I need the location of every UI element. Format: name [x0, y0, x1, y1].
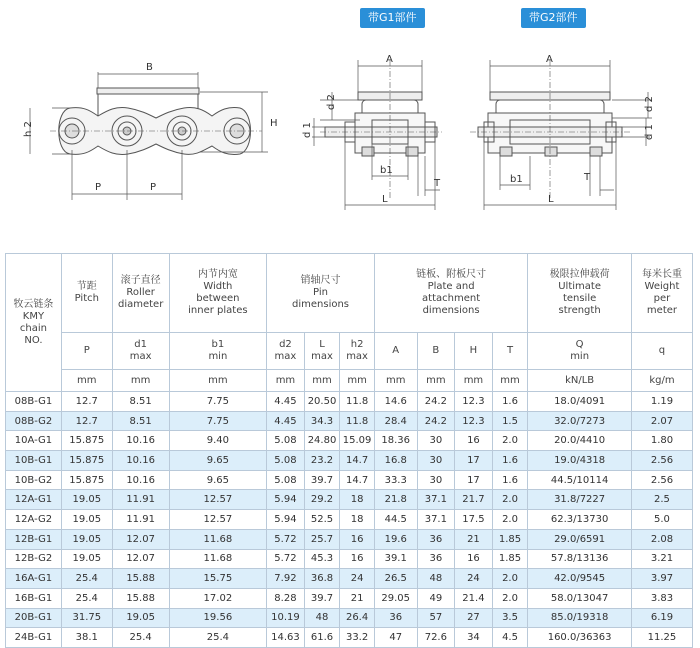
- chain-drawings: [0, 0, 700, 250]
- chain-model-cell: 10B-G2: [6, 470, 62, 490]
- table-cell: 1.6: [492, 470, 528, 490]
- table-cell: 2.0: [492, 510, 528, 530]
- table-cell: 18: [340, 510, 375, 530]
- table-cell: 30: [417, 431, 455, 451]
- table-cell: 15.09: [340, 431, 375, 451]
- table-cell: 19.05: [61, 549, 112, 569]
- col-plate-header: 链板、附板尺寸 Plate and attachment dimensions: [374, 254, 527, 333]
- table-cell: 5.08: [267, 470, 305, 490]
- table-row: [6, 628, 693, 648]
- dim-a-g1-label: A: [386, 54, 393, 65]
- table-cell: 10.16: [112, 470, 169, 490]
- sym-t: T: [492, 333, 528, 370]
- sym-d2: d2 max: [267, 333, 305, 370]
- table-cell: 39.1: [374, 549, 417, 569]
- table-cell: 2.0: [492, 569, 528, 589]
- table-cell: 15.88: [112, 569, 169, 589]
- sym-l: L max: [304, 333, 340, 370]
- table-cell: 25.4: [61, 569, 112, 589]
- table-cell: 19.05: [61, 510, 112, 530]
- dim-b1-g2-label: b1: [510, 174, 523, 185]
- table-cell: 16.8: [374, 451, 417, 471]
- table-cell: 7.92: [267, 569, 305, 589]
- table-cell: 49: [417, 588, 455, 608]
- table-cell: 24: [455, 569, 493, 589]
- table-cell: 62.3/13730: [528, 510, 632, 530]
- table-cell: 29.05: [374, 588, 417, 608]
- table-cell: 37.1: [417, 510, 455, 530]
- table-row: [6, 569, 693, 589]
- table-cell: 1.85: [492, 549, 528, 569]
- table-cell: 3.83: [631, 588, 692, 608]
- table-cell: 25.7: [304, 529, 340, 549]
- table-cell: 25.4: [61, 588, 112, 608]
- table-cell: 14.7: [340, 451, 375, 471]
- table-cell: 36: [417, 549, 455, 569]
- chain-model-cell: 20B-G1: [6, 608, 62, 628]
- table-cell: 61.6: [304, 628, 340, 648]
- table-cell: 15.875: [61, 431, 112, 451]
- table-cell: 19.05: [61, 529, 112, 549]
- table-row: [6, 510, 693, 530]
- chain-model-cell: 16B-G1: [6, 588, 62, 608]
- dim-t-g1-label: T: [434, 178, 441, 189]
- chain-model-cell: 10A-G1: [6, 431, 62, 451]
- spec-table: [5, 253, 693, 648]
- table-cell: 4.45: [267, 392, 305, 412]
- table-cell: 21.8: [374, 490, 417, 510]
- table-cell: 7.75: [169, 411, 267, 431]
- unit-cell: mm: [112, 370, 169, 392]
- table-cell: 16: [340, 529, 375, 549]
- table-row: [6, 588, 693, 608]
- col-tensile-header: 极限拉伸载荷 Ultimate tensile strength: [528, 254, 632, 333]
- table-cell: 3.5: [492, 608, 528, 628]
- table-cell: 58.0/13047: [528, 588, 632, 608]
- col-pitch-header: 节距 Pitch: [61, 254, 112, 333]
- table-cell: 19.56: [169, 608, 267, 628]
- table-row: [6, 431, 693, 451]
- table-cell: 24: [340, 569, 375, 589]
- table-cell: 36: [374, 608, 417, 628]
- tag-g2: 带G2部件: [521, 8, 586, 28]
- chain-model-cell: 16A-G1: [6, 569, 62, 589]
- unit-cell: mm: [304, 370, 340, 392]
- table-cell: 2.0: [492, 588, 528, 608]
- table-cell: 20.50: [304, 392, 340, 412]
- table-cell: 11.68: [169, 549, 267, 569]
- table-cell: 23.2: [304, 451, 340, 471]
- table-row: [6, 608, 693, 628]
- table-cell: 42.0/9545: [528, 569, 632, 589]
- chain-side-view: [30, 72, 268, 200]
- table-cell: 20.0/4410: [528, 431, 632, 451]
- dim-p2-label: P: [150, 182, 157, 193]
- table-cell: 28.4: [374, 411, 417, 431]
- table-cell: 10.16: [112, 431, 169, 451]
- chain-model-cell: 12A-G1: [6, 490, 62, 510]
- table-cell: 31.75: [61, 608, 112, 628]
- spec-body: [6, 392, 693, 648]
- table-cell: 5.08: [267, 431, 305, 451]
- table-cell: 12.7: [61, 392, 112, 412]
- chain-model-cell: 08B-G1: [6, 392, 62, 412]
- table-row: [6, 529, 693, 549]
- table-cell: 1.5: [492, 411, 528, 431]
- chain-model-cell: 10B-G1: [6, 451, 62, 471]
- table-cell: 32.0/7273: [528, 411, 632, 431]
- table-cell: 14.7: [340, 470, 375, 490]
- table-cell: 39.7: [304, 588, 340, 608]
- table-cell: 1.19: [631, 392, 692, 412]
- table-cell: 17: [455, 451, 493, 471]
- table-cell: 1.6: [492, 392, 528, 412]
- table-cell: 2.07: [631, 411, 692, 431]
- table-cell: 16: [340, 549, 375, 569]
- table-cell: 2.0: [492, 490, 528, 510]
- chain-g1-view: [312, 60, 442, 210]
- chain-g2-view: [470, 60, 652, 210]
- table-cell: 6.19: [631, 608, 692, 628]
- table-cell: 19.0/4318: [528, 451, 632, 471]
- table-cell: 44.5/10114: [528, 470, 632, 490]
- table-cell: 5.72: [267, 529, 305, 549]
- dim-l-g2-label: L: [548, 194, 554, 205]
- table-cell: 57: [417, 608, 455, 628]
- table-cell: 12.57: [169, 490, 267, 510]
- table-cell: 16: [455, 549, 493, 569]
- table-cell: 11.25: [631, 628, 692, 648]
- dim-d1-g2-label: d 1: [644, 124, 655, 140]
- table-cell: 8.51: [112, 411, 169, 431]
- table-cell: 29.0/6591: [528, 529, 632, 549]
- table-cell: 17: [455, 470, 493, 490]
- table-row: [6, 392, 693, 412]
- table-cell: 36.8: [304, 569, 340, 589]
- table-cell: 12.3: [455, 411, 493, 431]
- dim-a-g2-label: A: [546, 54, 553, 65]
- sym-b1: b1 min: [169, 333, 267, 370]
- chain-model-cell: 12B-G2: [6, 549, 62, 569]
- table-cell: 15.875: [61, 451, 112, 471]
- table-cell: 45.3: [304, 549, 340, 569]
- chain-model-cell: 12B-G1: [6, 529, 62, 549]
- table-cell: 17.02: [169, 588, 267, 608]
- table-cell: 11.91: [112, 490, 169, 510]
- table-cell: 39.7: [304, 470, 340, 490]
- table-cell: 25.4: [169, 628, 267, 648]
- col-model-header: 牧云链条 KMY chain NO.: [6, 254, 62, 392]
- table-cell: 21: [340, 588, 375, 608]
- table-cell: 19.05: [112, 608, 169, 628]
- table-cell: 21.7: [455, 490, 493, 510]
- table-cell: 14.6: [374, 392, 417, 412]
- dim-p1-label: P: [95, 182, 102, 193]
- table-cell: 37.1: [417, 490, 455, 510]
- table-cell: 38.1: [61, 628, 112, 648]
- table-cell: 24.80: [304, 431, 340, 451]
- table-row: [6, 411, 693, 431]
- table-cell: 12.57: [169, 510, 267, 530]
- table-cell: 4.45: [267, 411, 305, 431]
- unit-cell: kN/LB: [528, 370, 632, 392]
- table-cell: 72.6: [417, 628, 455, 648]
- table-cell: 34: [455, 628, 493, 648]
- table-cell: 52.5: [304, 510, 340, 530]
- table-cell: 47: [374, 628, 417, 648]
- table-cell: 4.5: [492, 628, 528, 648]
- table-cell: 33.3: [374, 470, 417, 490]
- chain-model-cell: 08B-G2: [6, 411, 62, 431]
- table-cell: 44.5: [374, 510, 417, 530]
- unit-cell: mm: [374, 370, 417, 392]
- unit-cell: kg/m: [631, 370, 692, 392]
- table-cell: 26.5: [374, 569, 417, 589]
- table-cell: 17.5: [455, 510, 493, 530]
- dim-h-label: H: [270, 118, 278, 129]
- drawing-svg: [0, 0, 700, 250]
- table-cell: 10.16: [112, 451, 169, 471]
- table-cell: 11.91: [112, 510, 169, 530]
- table-cell: 36: [417, 529, 455, 549]
- table-cell: 5.72: [267, 549, 305, 569]
- sym-q: Q min: [528, 333, 632, 370]
- sym-d1: d1 max: [112, 333, 169, 370]
- dim-d2-g2-label: d 2: [644, 96, 655, 112]
- table-cell: 14.63: [267, 628, 305, 648]
- dim-b-label: B: [146, 62, 153, 73]
- table-cell: 5.94: [267, 490, 305, 510]
- unit-cell: mm: [61, 370, 112, 392]
- table-cell: 24.2: [417, 411, 455, 431]
- table-cell: 18.36: [374, 431, 417, 451]
- table-cell: 2.5: [631, 490, 692, 510]
- sym-a: A: [374, 333, 417, 370]
- table-cell: 33.2: [340, 628, 375, 648]
- table-cell: 18.0/4091: [528, 392, 632, 412]
- table-cell: 29.2: [304, 490, 340, 510]
- sym-h: H: [455, 333, 493, 370]
- table-cell: 31.8/7227: [528, 490, 632, 510]
- table-row: [6, 451, 693, 471]
- table-cell: 21.4: [455, 588, 493, 608]
- table-cell: 5.94: [267, 510, 305, 530]
- col-weight-header: 每米长重 Weight per meter: [631, 254, 692, 333]
- table-cell: 57.8/13136: [528, 549, 632, 569]
- table-cell: 1.6: [492, 451, 528, 471]
- unit-cell: mm: [169, 370, 267, 392]
- table-cell: 48: [304, 608, 340, 628]
- table-cell: 5.0: [631, 510, 692, 530]
- table-cell: 9.40: [169, 431, 267, 451]
- col-pin-header: 销轴尺寸 Pin dimensions: [267, 254, 375, 333]
- dim-h2-label: h 2: [23, 121, 34, 137]
- table-cell: 25.4: [112, 628, 169, 648]
- table-cell: 9.65: [169, 451, 267, 471]
- table-cell: 11.68: [169, 529, 267, 549]
- table-cell: 30: [417, 451, 455, 471]
- unit-cell: mm: [267, 370, 305, 392]
- table-cell: 1.80: [631, 431, 692, 451]
- table-cell: 8.51: [112, 392, 169, 412]
- table-cell: 48: [417, 569, 455, 589]
- table-cell: 10.19: [267, 608, 305, 628]
- table-cell: 15.88: [112, 588, 169, 608]
- table-cell: 12.07: [112, 529, 169, 549]
- table-cell: 5.08: [267, 451, 305, 471]
- dim-b1-g1-label: b1: [380, 165, 393, 176]
- unit-cell: mm: [417, 370, 455, 392]
- col-width-header: 内节内宽 Width between inner plates: [169, 254, 267, 333]
- unit-cell: mm: [340, 370, 375, 392]
- table-cell: 30: [417, 470, 455, 490]
- unit-cell: mm: [455, 370, 493, 392]
- units-row: [6, 370, 693, 392]
- table-cell: 24.2: [417, 392, 455, 412]
- table-cell: 19.6: [374, 529, 417, 549]
- table-cell: 9.65: [169, 470, 267, 490]
- table-cell: 21: [455, 529, 493, 549]
- sym-h2: h2 max: [340, 333, 375, 370]
- table-cell: 3.21: [631, 549, 692, 569]
- table-cell: 11.8: [340, 392, 375, 412]
- table-cell: 11.8: [340, 411, 375, 431]
- table-cell: 12.07: [112, 549, 169, 569]
- dim-d1-g1-label: d 1: [302, 122, 313, 138]
- table-cell: 16: [455, 431, 493, 451]
- table-cell: 12.3: [455, 392, 493, 412]
- table-cell: 1.85: [492, 529, 528, 549]
- sym-p: P: [61, 333, 112, 370]
- table-cell: 34.3: [304, 411, 340, 431]
- tag-g1: 带G1部件: [360, 8, 425, 28]
- table-cell: 15.75: [169, 569, 267, 589]
- table-cell: 18: [340, 490, 375, 510]
- dim-d2-g1-label: d 2: [326, 94, 337, 110]
- table-cell: 2.56: [631, 451, 692, 471]
- table-cell: 15.875: [61, 470, 112, 490]
- table-cell: 2.08: [631, 529, 692, 549]
- table-cell: 160.0/36363: [528, 628, 632, 648]
- table-cell: 7.75: [169, 392, 267, 412]
- table-cell: 12.7: [61, 411, 112, 431]
- table-cell: 19.05: [61, 490, 112, 510]
- dim-t-g2-label: T: [584, 172, 591, 183]
- sym-weight: q: [631, 333, 692, 370]
- dim-l-g1-label: L: [382, 194, 388, 205]
- chain-model-cell: 12A-G2: [6, 510, 62, 530]
- chain-model-cell: 24B-G1: [6, 628, 62, 648]
- table-cell: 2.56: [631, 470, 692, 490]
- table-cell: 8.28: [267, 588, 305, 608]
- table-cell: 27: [455, 608, 493, 628]
- table-row: [6, 470, 693, 490]
- col-roller-header: 滚子直径 Roller diameter: [112, 254, 169, 333]
- unit-cell: mm: [492, 370, 528, 392]
- table-cell: 26.4: [340, 608, 375, 628]
- table-row: [6, 490, 693, 510]
- table-cell: 2.0: [492, 431, 528, 451]
- table-cell: 3.97: [631, 569, 692, 589]
- sym-b: B: [417, 333, 455, 370]
- table-row: [6, 549, 693, 569]
- table-cell: 85.0/19318: [528, 608, 632, 628]
